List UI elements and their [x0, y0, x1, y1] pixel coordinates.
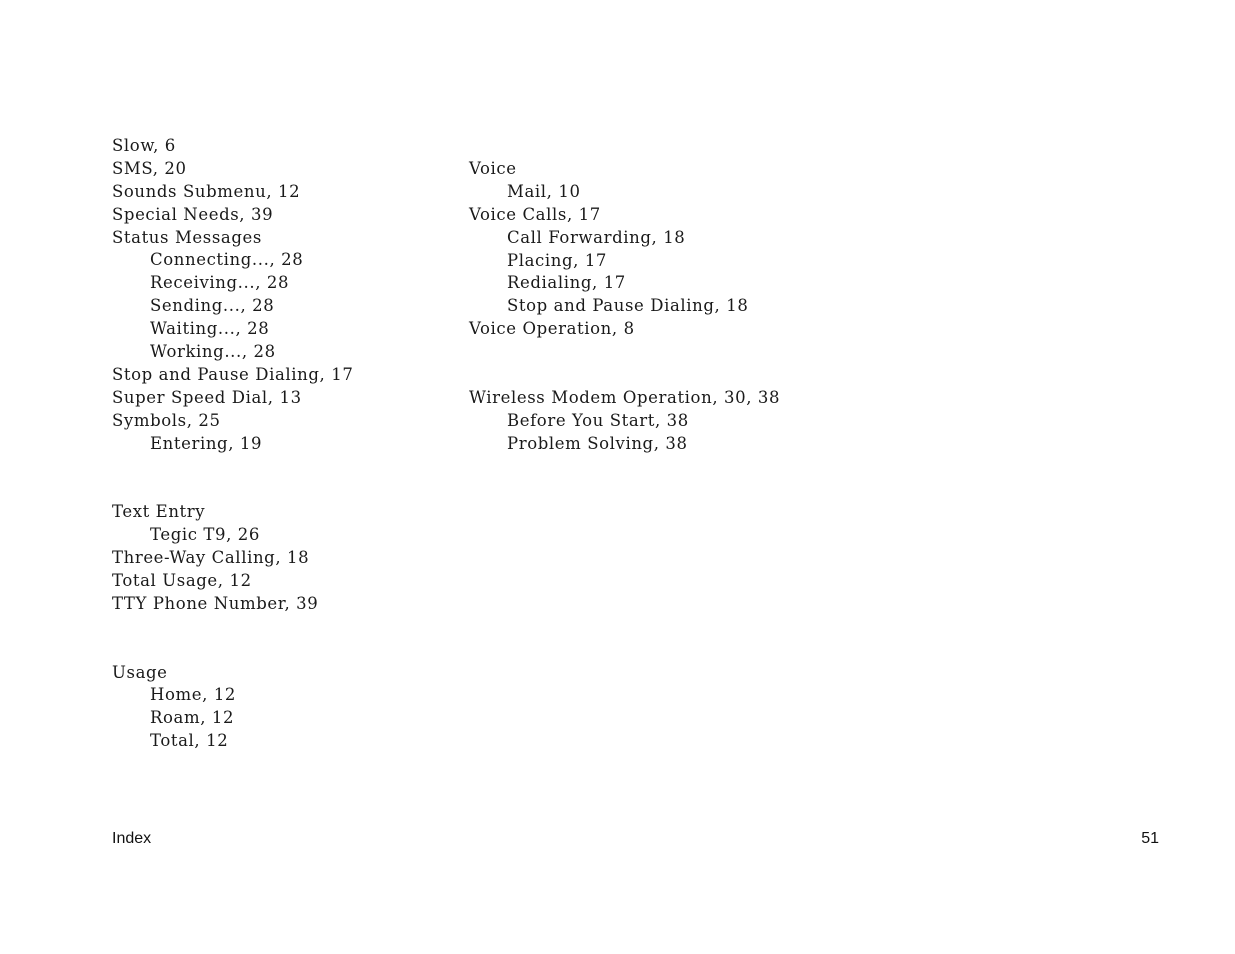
index-entry: Three-Way Calling, 18	[112, 548, 310, 568]
footer-section-label: Index	[112, 830, 152, 847]
index-entry: Stop and Pause Dialing, 17	[112, 364, 354, 384]
index-subentry: Home, 12	[150, 685, 237, 705]
index-subentry: Mail, 10	[507, 181, 581, 201]
index-subentry: Redialing, 17	[507, 273, 626, 293]
index-subentry: Total, 12	[150, 731, 229, 751]
index-subentry: Stop and Pause Dialing, 18	[507, 296, 749, 316]
index-subentry: Problem Solving, 38	[507, 433, 688, 453]
index-letter-group	[112, 501, 452, 615]
footer-page-number: 51	[1141, 830, 1159, 847]
index-column-left	[112, 135, 452, 753]
index-letter-group	[469, 387, 829, 456]
index-entry: Super Speed Dial, 13	[112, 387, 302, 407]
index-letter-group	[112, 662, 452, 754]
index-letter-group	[469, 158, 829, 341]
index-entry: Voice	[469, 159, 517, 178]
index-subentry: Waiting..., 28	[150, 319, 270, 339]
index-subentry: Placing, 17	[507, 250, 608, 270]
index-subentry: Tegic T9, 26	[150, 525, 261, 545]
index-group-spacer	[469, 341, 829, 387]
index-subentry: Call Forwarding, 18	[507, 227, 686, 247]
index-group-spacer	[112, 455, 452, 501]
index-subentry: Receiving..., 28	[150, 273, 290, 293]
index-group-spacer	[112, 616, 452, 662]
index-entry: Voice Operation, 8	[469, 319, 635, 339]
index-letter-group	[112, 135, 452, 455]
index-entry: Slow, 6	[112, 136, 176, 155]
index-entry: Special Needs, 39	[112, 204, 274, 224]
index-entry: Usage	[112, 662, 168, 682]
index-entry: Text Entry	[112, 502, 206, 522]
index-column-right	[469, 158, 829, 456]
index-subentry: Entering, 19	[150, 433, 263, 453]
index-subentry: Roam, 12	[150, 708, 235, 728]
index-entry: SMS, 20	[112, 158, 187, 178]
index-subentry: Connecting..., 28	[150, 250, 304, 270]
index-subentry: Working..., 28	[150, 342, 276, 362]
index-entry: Status Messages	[112, 227, 262, 247]
index-entry: Total Usage, 12	[112, 570, 252, 590]
index-entry: TTY Phone Number, 39	[112, 593, 319, 613]
index-entry: Voice Calls, 17	[469, 204, 601, 224]
index-entry: Symbols, 25	[112, 410, 221, 430]
index-subentry: Sending..., 28	[150, 296, 275, 316]
index-entry: Wireless Modem Operation, 30, 38	[469, 387, 781, 407]
index-entry: Sounds Submenu, 12	[112, 181, 301, 201]
index-subentry: Before You Start, 38	[507, 410, 689, 430]
